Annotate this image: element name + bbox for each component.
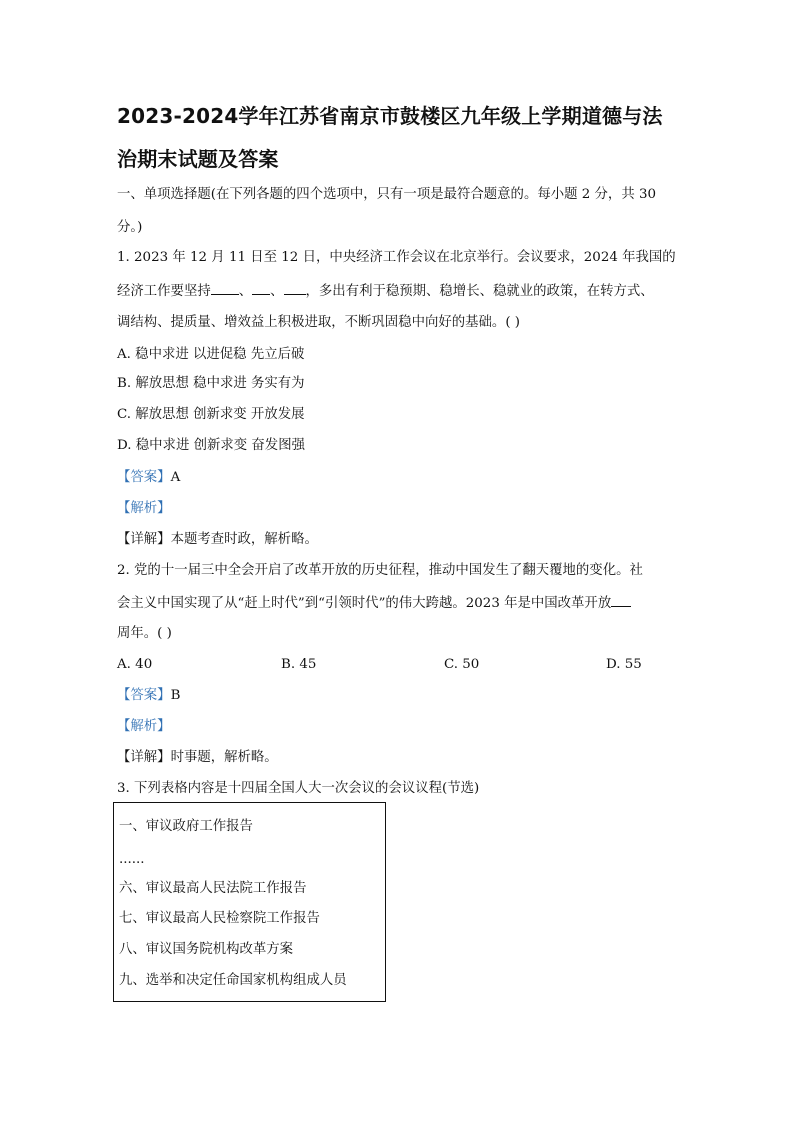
section-heading-line-2: 分。): [117, 220, 143, 235]
agenda-ellipsis: ......: [119, 852, 145, 867]
q1-answer: [117, 468, 180, 488]
detail-text: 时事题，解析略。: [170, 750, 278, 765]
answer-value: B: [170, 688, 181, 703]
q2-option-a: A. 40: [117, 657, 153, 672]
q3-stem-line-1: 3. 下列表格内容是十四届全国人大一次会议的会议议程(节选): [117, 781, 480, 796]
answer-label: 【答案】: [117, 470, 171, 485]
agenda-box: [113, 802, 386, 1002]
agenda-item: 八、审议国务院机构改革方案: [119, 942, 294, 957]
q1-stem-line-3: 调结构、提质量、增效益上积极进取，不断巩固稳中向好的基础。( ): [117, 315, 521, 330]
q1-stem-line-1: 1. 2023 年 12 月 11 日至 12 日，中央经济工作会议在北京举行。会议要求，2024 年我国的: [117, 250, 676, 265]
q1-stem-line-2: [117, 281, 654, 302]
q2-option-b: B. 45: [281, 657, 317, 672]
q2-stem-line-1: 2. 党的十一届三中全会开启了改革开放的历史征程，推动中国发生了翻天覆地的变化。社: [117, 563, 643, 578]
q1-blank-1: [211, 281, 239, 295]
q1-stem-text-b: ，多出有利于稳预期、稳增长、稳就业的政策，在转方式、: [305, 284, 654, 299]
detail-label: 【详解】: [117, 750, 171, 765]
agenda-item: 六、审议最高人民法院工作报告: [119, 881, 307, 896]
q1-blank-3: [284, 281, 306, 295]
q1-blank-2: [252, 281, 270, 295]
q2-option-c: C. 50: [444, 657, 480, 672]
q2-analysis-label: 【解析】: [117, 719, 171, 734]
q2-stem-line-3: 周年。( ): [117, 626, 172, 641]
q1-option-d: D. 稳中求进 创新求变 奋发图强: [117, 438, 305, 453]
section-heading-line-1: 一、单项选择题(在下列各题的四个选项中，只有一项是最符合题意的。每小题 2 分，共 30: [117, 187, 657, 202]
agenda-item: 七、审议最高人民检察院工作报告: [119, 911, 320, 926]
agenda-item: 九、选举和决定任命国家机构组成人员: [119, 973, 347, 988]
q2-stem-text: 会主义中国实现了从“赶上时代”到“引领时代”的伟大跨越。2023 年是中国改革开放: [117, 596, 612, 611]
q2-blank: [611, 593, 631, 607]
document-title-line-1: 2023-2024学年江苏省南京市鼓楼区九年级上学期道德与法: [117, 104, 663, 128]
detail-label: 【详解】: [117, 532, 171, 547]
detail-text: 本题考查时政，解析略。: [170, 532, 318, 547]
q2-detail: [117, 748, 278, 768]
q1-blank-separator: 、: [238, 284, 253, 299]
q1-detail: [117, 530, 318, 550]
q2-option-d: D. 55: [606, 657, 642, 672]
answer-value: A: [170, 470, 181, 485]
q2-stem-line-2: [117, 593, 631, 614]
q1-analysis-label: 【解析】: [117, 501, 171, 516]
q2-answer: [117, 686, 180, 706]
document-title-line-2: 治期末试题及答案: [117, 147, 279, 171]
q1-option-c: C. 解放思想 创新求变 开放发展: [117, 407, 305, 422]
agenda-item: 一、审议政府工作报告: [119, 819, 253, 834]
q1-stem-text-a: 经济工作要坚持: [117, 284, 211, 299]
q1-option-a: A. 稳中求进 以进促稳 先立后破: [117, 347, 305, 362]
q1-blank-separator: 、: [270, 284, 284, 299]
answer-label: 【答案】: [117, 688, 171, 703]
q1-option-b: B. 解放思想 稳中求进 务实有为: [117, 376, 305, 391]
